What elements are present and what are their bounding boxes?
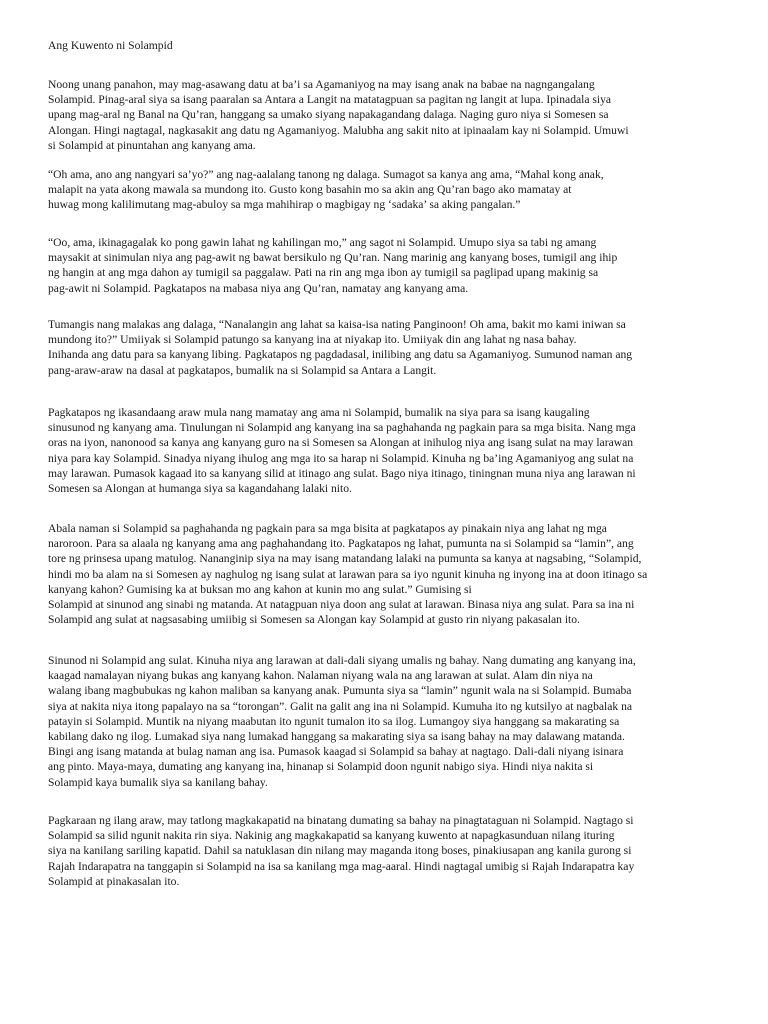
paragraph <box>48 405 724 496</box>
text-line: “Oo, ama, ikinagagalak ko pong gawin lahat ng kahilingan mo,” ang sagot ni Solampid. Umupo siya sa tabi ng amang <box>48 236 597 249</box>
text-line: naroroon. Para sa alaala ng kanyang ama ang paghahandang ito. Pagkatapos ng lahat, pumunta na si Solampid sa “lamin”, ang <box>48 537 634 551</box>
text-line: Pagkaraan ng ilang araw, may tatlong magkakapatid na binatang dumating sa bahay na pinagtataguan ni Solampid. Nagtago si <box>48 814 634 827</box>
paragraph <box>48 521 724 627</box>
text-line: Solampid sa silid ngunit nakita rin siya. Nakinig ang magkakapatid sa kanyang kuwento at napagkasunduan nilang ituring <box>48 829 615 843</box>
text-line: malapit na yata akong mawala sa mundong ito. Gusto kong basahin mo sa akin ang Qu’ran bago ako mamatay at <box>48 183 572 197</box>
text-line: Solampid at sinunod ang sinabi ng matanda. At natagpuan niya doon ang sulat at larawan. Binasa niya ang sulat. Para sa ina ni <box>48 598 635 612</box>
text-line: kanyang kahon? Gumising ka at buksan mo ang kahon at kunin mo ang sulat.” Gumising si <box>48 582 472 596</box>
paragraph <box>48 235 724 296</box>
paragraph <box>48 653 724 790</box>
text-line: upang mag-aral ng Banal na Qu’ran, hanggang sa umako siyang napakagandang dalaga. Naging guro niya si Somesen sa <box>48 108 609 122</box>
text-line: kaagad namalayan niyang bukas ang kanyang kahon. Nalaman niyang wala na ang larawan at sulat. Alam din niya na <box>48 669 593 683</box>
text-line: ang pinto. Maya-maya, dumating ang kanyang ina, hinanap si Solampid doon ngunit nabigo siya. Hindi niya nakita si <box>48 760 594 774</box>
text-line: ng hangin at ang mga dahon ay tumigil sa paggalaw. Pati na rin ang mga ibon ay tumigil sa paglipad upang makinig sa <box>48 266 599 280</box>
document-title: Ang Kuwento ni Solampid <box>48 39 173 52</box>
text-line: hindi mo ba alam na si Somesen ay naghulog ng isang sulat at larawan para sa iyo ngunit kinuha ng inyong ina at doon itinago sa <box>48 567 648 581</box>
text-line: huwag mong kalilimutang mag-abuloy sa mga mahihirap o magbigay ng ‘sadaka’ sa aking pangalan.” <box>48 198 521 212</box>
text-line: Somesen sa Alongan at humanga siya sa kagandahang lalaki nito. <box>48 482 352 496</box>
text-line: mundong ito?” Umiiyak si Solampid patungo sa kanyang ina at niyakap ito. Umiiyak din ang lahat ng nasa bahay. <box>48 333 577 347</box>
text-line: Noong unang panahon, may mag-asawang datu at ba’i sa Agamaniyog na may isang anak na babae na nagngangalang <box>48 78 595 91</box>
text-line: Abala naman si Solampid sa paghahanda ng pagkain para sa mga bisita at pagkatapos ay pinakain niya ang lahat ng mga <box>48 522 607 535</box>
text-line: tore ng prinsesa upang matulog. Nananginip siya na may isang matandang lalaki na pumunta sa kanya at nagsabing, “Solampid, <box>48 552 642 566</box>
text-line: siya na kanilang sariling kapatid. Dahil sa natuklasan din nilang may maganda itong boses, pinakiusapan ang kanila gurong si <box>48 844 632 858</box>
text-line: Sinunod ni Solampid ang sulat. Kinuha niya ang larawan at dali-dali siyang umalis ng bahay. Nang dumating ang kanyang ina, <box>48 654 636 667</box>
text-line: Tumangis nang malakas ang dalaga, “Nanalangin ang lahat sa kaisa-isa nating Panginoon! Oh ama, bakit mo kami iniwan sa <box>48 318 626 331</box>
text-line: kabilang dako ng ilog. Lumakad siya nang lumakad hanggang sa makarating siya sa isang bahay na may dalawang matanda. <box>48 730 625 744</box>
text-line: walang ibang magbubukas ng kahon maliban sa kanyang anak. Pumunta siya sa “lamin” ngunit wala na si Solampid. Bumaba <box>48 684 632 698</box>
text-line: si Solampid at pinuntahan ang kanyang ama. <box>48 138 256 152</box>
text-line: may larawan. Pumasok kagaad ito sa kanyang silid at itinago ang sulat. Bago niya itinago, tiningnan muna niya ang larawan ni <box>48 466 636 480</box>
text-line: pag-awit ni Solampid. Pagkatapos na mabasa niya ang Qu’ran, namatay ang kanyang ama. <box>48 281 469 295</box>
paragraph <box>48 317 724 378</box>
text-line: niya para kay Solampid. Sinadya niyang ihulog ang mga ito sa harap ni Solampid. Kinuha ng ba’ing Agamaniyog ang sulat na <box>48 451 634 465</box>
text-line: Rajah Indarapatra na tanggapin si Solampid na isa sa kanilang mga mag-aaral. Hindi nagtagal umibig si Rajah Indarapatra kay <box>48 859 635 873</box>
text-line: sinusunod ng kanyang ama. Tinulungan ni Solampid ang kanyang ina sa paghahanda ng pagkain para sa mga bisita. Nang mga <box>48 421 636 435</box>
paragraph <box>48 813 724 889</box>
text-line: oras na iyon, nanonood sa kanya ang kanyang guro na si Somesen sa Alongan at inihulog niya ang isang sulat na may larawan <box>48 436 634 450</box>
paragraph <box>48 167 724 213</box>
text-line: pang-araw-araw na dasal at pagkatapos, bumalik na si Solampid sa Antara a Langit. <box>48 363 437 377</box>
text-line: Solampid. Pinag-aral siya sa isang paaralan sa Antara a Langit na matatagpuan sa pagitan ng langit at lupa. Ipinadala siya <box>48 93 612 107</box>
paragraph <box>48 77 724 153</box>
text-line: Pagkatapos ng ikasandaang araw mula nang mamatay ang ama ni Solampid, bumalik na siya para sa isang kaugaling <box>48 406 590 419</box>
text-line: Alongan. Hingi nagtagal, nagkasakit ang datu ng Agamaniyog. Malubha ang sakit nito at ipinaalam kay ni Solampid. Umuwi <box>48 123 629 137</box>
text-line: maysakit at sinimulan niya ang pag-awit ng bawat bersikulo ng Qu’ran. Nang marinig ang kanyang boses, tumigil ang ihip <box>48 251 618 265</box>
text-line: siya at nakita niya itong papalayo na sa “torongan”. Galit na galit ang ina ni Solampid. Kumuha ito ng kutsilyo at nagbalak na <box>48 699 633 713</box>
text-line: Solampid ang sulat at nagsasabing umiibig si Somesen sa Alongan kay Solampid at gusto rin niyang pakasalan ito. <box>48 613 580 627</box>
text-line: patayin si Solampid. Muntik na niyang maabutan ito ngunit tumalon ito sa ilog. Lumangoy siya hanggang sa makarating sa <box>48 714 620 728</box>
text-line: Solampid at pinakasalan ito. <box>48 874 180 888</box>
text-line: “Oh ama, ano ang nangyari sa’yo?” ang nag-aalalang tanong ng dalaga. Sumagot sa kanya ang ama, “Mahal kong anak, <box>48 168 604 181</box>
text-line: Inihanda ang datu para sa kanyang libing. Pagkatapos ng pagdadasal, inilibing ang datu sa Agamaniyog. Sumunod naman ang <box>48 348 633 362</box>
text-line: Solampid kaya bumalik siya sa kanilang bahay. <box>48 775 268 789</box>
text-line: Bingi ang isang matanda at bulag naman ang isa. Pumasok kaagad si Solampid sa bahay at nagtago. Dali-dali niyang isinara <box>48 745 624 759</box>
